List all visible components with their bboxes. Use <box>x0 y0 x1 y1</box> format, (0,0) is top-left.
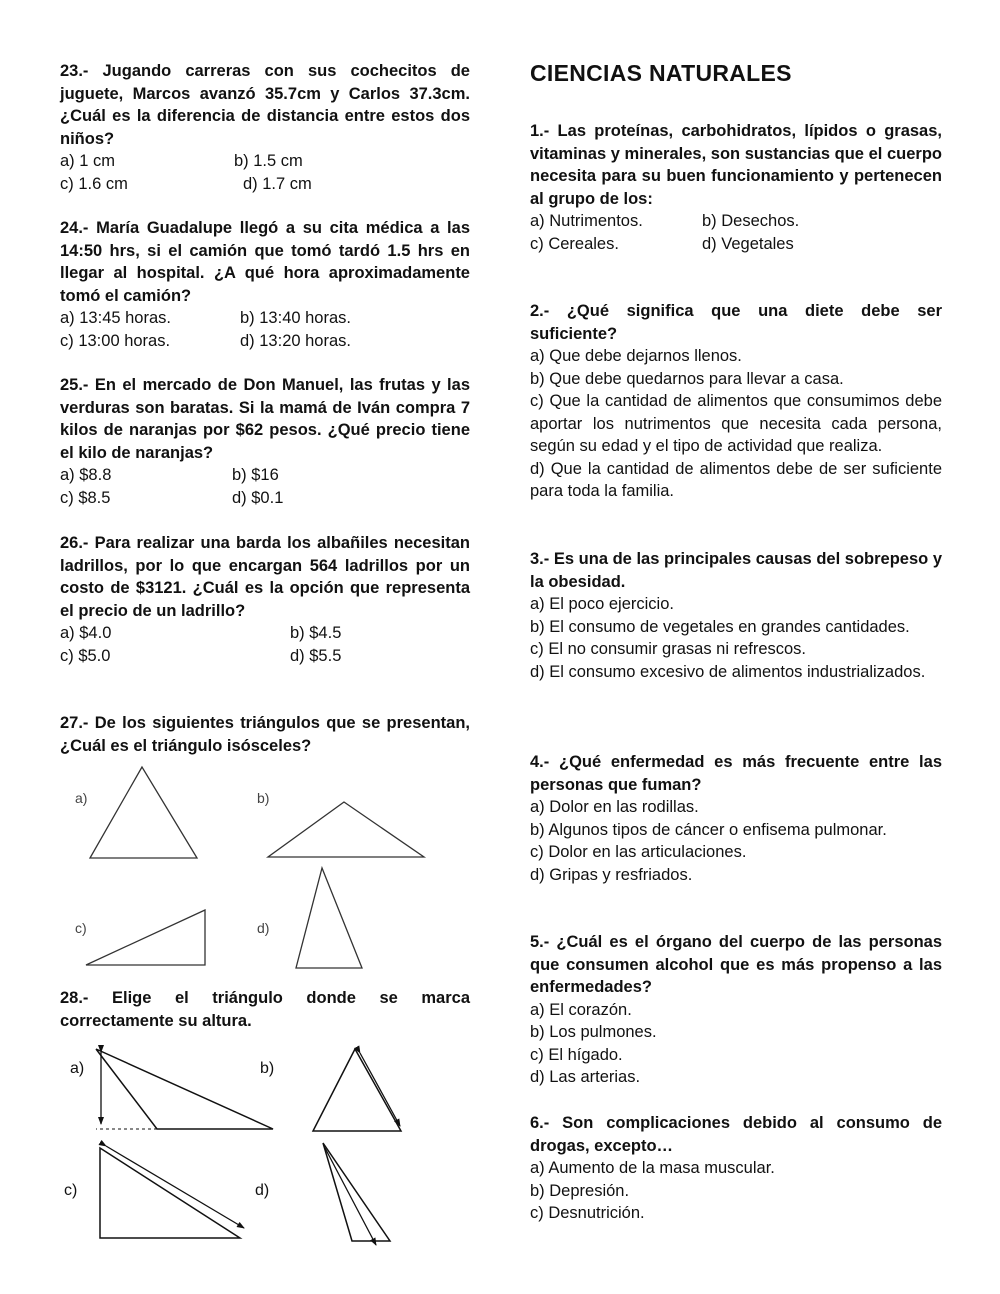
option-c[interactable]: c) Cereales. <box>530 234 619 253</box>
question-6 <box>530 1112 942 1225</box>
option-d[interactable]: d) Gripas y resfriados. <box>530 865 693 884</box>
question-25 <box>60 374 470 509</box>
triangle-c-label: c) <box>75 920 87 936</box>
option-b[interactable]: b) El consumo de vegetales en grandes cantidades. <box>530 617 910 636</box>
question-5 <box>530 931 942 1089</box>
option-b[interactable]: b) 1.5 cm <box>234 152 303 170</box>
option-c[interactable]: c) $8.5 <box>60 488 111 507</box>
option-c[interactable]: c) Desnutrición. <box>530 1204 645 1222</box>
option-a[interactable]: a) Dolor en las rodillas. <box>530 798 699 816</box>
question-4-text: 4.- ¿Qué enfermedad es más frecuente entre las personas que fuman? <box>530 753 942 794</box>
question-2-text: 2.- ¿Qué significa que una diete debe ser suficiente? <box>530 302 942 343</box>
triangle-a-label: a) <box>75 790 88 806</box>
question-23 <box>60 60 470 195</box>
question-28 <box>60 987 470 1032</box>
option-d[interactable]: d) 1.7 cm <box>243 174 312 193</box>
question-3 <box>530 548 942 683</box>
option-b[interactable]: b) Desechos. <box>702 212 800 230</box>
height-a-label: a) <box>70 1060 85 1077</box>
question-5-text: 5.- ¿Cuál es el órgano del cuerpo de las personas que consumen alcohol que es más propenso a las enfermedades? <box>530 933 942 996</box>
height-b-label: b) <box>260 1060 275 1077</box>
question-1 <box>530 120 942 255</box>
option-a[interactable]: a) Que debe dejarnos llenos. <box>530 347 742 365</box>
option-b[interactable]: b) Algunos tipos de cáncer o enfisema pulmonar. <box>530 820 887 839</box>
question-23-text: 23.- Jugando carreras con sus cochecitos de juguete, Marcos avanzó 35.7cm y Carlos 37.3cm. ¿Cuál es la diferencia de distancia entre estos dos niños? <box>60 62 470 148</box>
option-c[interactable]: c) Dolor en las articulaciones. <box>530 843 747 861</box>
option-d[interactable]: d) $5.5 <box>290 646 342 665</box>
option-d[interactable]: d) Que la cantidad de alimentos debe de ser suficiente para toda la familia. <box>530 459 942 500</box>
question-24 <box>60 217 470 352</box>
triangle-c <box>75 910 205 965</box>
question-27-text: 27.- De los siguientes triángulos que se presentan, ¿Cuál es el triángulo isósceles? <box>60 714 470 755</box>
option-c[interactable]: c) 1.6 cm <box>60 174 128 193</box>
option-d[interactable]: d) $0.1 <box>232 488 284 507</box>
height-triangle-c <box>64 1146 244 1238</box>
option-a[interactable]: a) El corazón. <box>530 1000 632 1019</box>
triangle-b-label: b) <box>257 790 270 806</box>
height-triangle-d <box>255 1143 390 1245</box>
height-c-label: c) <box>64 1182 78 1199</box>
option-c[interactable]: c) 13:00 horas. <box>60 331 171 350</box>
option-c[interactable]: c) Que la cantidad de alimentos que consumimos debe aportar los nutrimentos que necesita cada persona, según su edad y el tipo de actividad que realiza. <box>530 392 942 455</box>
option-a[interactable]: a) El poco ejercicio. <box>530 595 674 613</box>
question-2 <box>530 300 942 503</box>
option-a[interactable]: a) Nutrimentos. <box>530 212 643 230</box>
question-24-text: 24.- María Guadalupe llegó a su cita médica a las 14:50 hrs, si el camión que tomó tardó 1.5 hrs en llegar al hospital. ¿A qué hora aproximadamente tomó el camión? <box>60 219 470 305</box>
option-a[interactable]: a) Aumento de la masa muscular. <box>530 1159 775 1177</box>
triangle-b <box>257 790 424 857</box>
option-a[interactable]: a) 1 cm <box>60 152 116 170</box>
option-d[interactable]: d) Las arterias. <box>530 1068 641 1086</box>
option-b[interactable]: b) $4.5 <box>290 624 342 642</box>
option-b[interactable]: b) 13:40 horas. <box>240 309 351 327</box>
triangle-d <box>257 868 362 968</box>
triangle-d-label: d) <box>257 920 270 936</box>
section-title: CIENCIAS NATURALES <box>530 60 792 86</box>
option-d[interactable]: d) 13:20 horas. <box>240 331 351 350</box>
question-25-text: 25.- En el mercado de Don Manuel, las frutas y las verduras son baratas. Si la mamá de Iván compra 7 kilos de naranjas por $62 pesos. ¿Qué precio tiene el kilo de naranjas? <box>60 376 470 462</box>
option-c[interactable]: c) El no consumir grasas ni refrescos. <box>530 640 807 658</box>
option-d[interactable]: d) El consumo excesivo de alimentos industrializados. <box>530 662 926 681</box>
option-b[interactable]: b) Depresión. <box>530 1181 630 1200</box>
option-b[interactable]: b) $16 <box>232 466 279 484</box>
question-6-text: 6.- Son complicaciones debido al consumo de drogas, excepto… <box>530 1114 942 1155</box>
height-d-label: d) <box>255 1182 270 1199</box>
option-c[interactable]: c) El hígado. <box>530 1045 623 1064</box>
option-a[interactable]: a) $4.0 <box>60 624 112 642</box>
option-c[interactable]: c) $5.0 <box>60 646 111 665</box>
height-triangle-b <box>260 1049 401 1131</box>
option-a[interactable]: a) 13:45 horas. <box>60 309 171 327</box>
question-26-text: 26.- Para realizar una barda los albañiles necesitan ladrillos, por lo que encargan 564 ladrillos por un costo de $3121. ¿Cuál es la opción que representa el precio de un ladrillo? <box>60 534 470 620</box>
question-4 <box>530 751 942 886</box>
option-b[interactable]: b) Que debe quedarnos para llevar a casa. <box>530 369 844 388</box>
question-26 <box>60 532 470 667</box>
triangle-a <box>75 767 197 858</box>
option-d[interactable]: d) Vegetales <box>702 234 794 253</box>
question-1-text: 1.- Las proteínas, carbohidratos, lípidos o grasas, vitaminas y minerales, son sustancias que el cuerpo necesita para su buen funcionamiento y pertenecen al grupo de los: <box>530 122 942 208</box>
question-28-text: 28.- Elige el triángulo donde se marca correctamente su altura. <box>60 989 470 1030</box>
option-b[interactable]: b) Los pulmones. <box>530 1023 657 1041</box>
question-27 <box>60 712 470 757</box>
height-triangle-a <box>70 1049 273 1129</box>
question-3-text: 3.- Es una de las principales causas del sobrepeso y la obesidad. <box>530 550 942 591</box>
option-a[interactable]: a) $8.8 <box>60 466 112 484</box>
